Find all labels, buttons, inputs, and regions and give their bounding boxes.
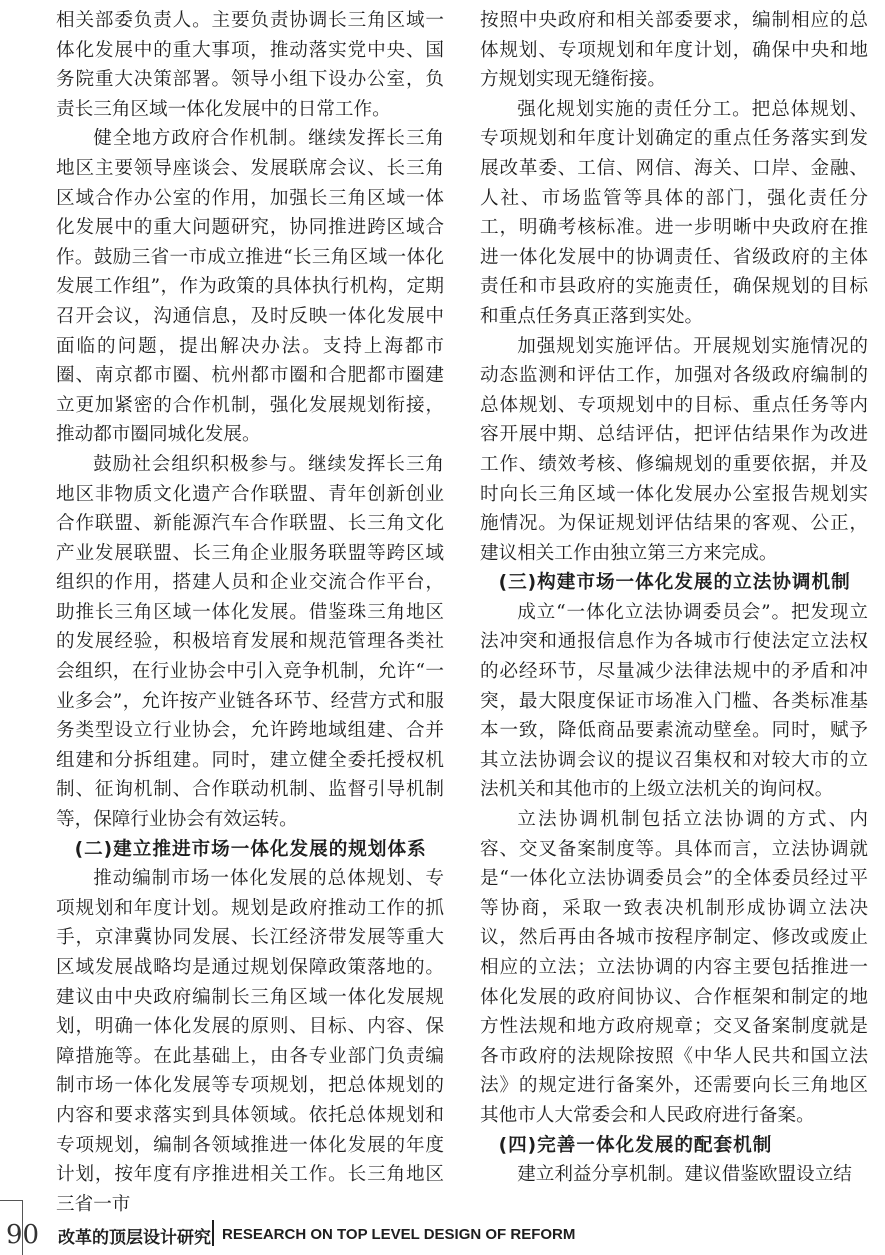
- page-number: 90: [6, 1220, 40, 1250]
- footer-rule: [0, 1200, 22, 1201]
- paragraph: 建立利益分享机制。建议借鉴欧盟设立结: [517, 1164, 852, 1186]
- paragraph: 健全地方政府合作机制。继续发挥长三角地区主要领导座谈会、发展联席会议、长三角区域合作办公室的作用，加强长三角区域一体化发展中的重大问题研究，协同推进跨区域合作。鼓励三省一市成立推进“长三角区域一体化发展工作组”，作为政策的具体执行机构，定期召开会议，沟通信息，及时反映一体化发展中面临的问题，提出解决办法。支持上海都市圈、南京都市圈、杭州都市圈和合肥都市圈建立更加紧密的合作机制，强化发展规划衔接，推动都市圈同城化发展。: [56, 128, 444, 446]
- paragraph: 推动编制市场一体化发展的总体规划、专项规划和年度计划。规划是政府推动工作的抓手，京津冀协同发展、长江经济带发展等重大区域发展战略均是通过规划保障政策落地的。建议由中央政府编制长三角区域一体化发展规划，明确一体化发展的原则、目标、内容、保障措施等。在此基础上，由各专业部门负责编制市场一体化发展等专项规划，把总体规划的内容和要求落实到具体领域。依托总体规划和专项规划，编制各领域推进一体化发展的年度计划，按年度有序推进相关工作。长三角地区三省一市: [56, 868, 444, 1215]
- right-column: [480, 6, 868, 1190]
- journal-title-cn: 改革的顶层设计研究: [58, 1228, 211, 1248]
- left-column: [56, 6, 444, 1219]
- paragraph: 成立“一体化立法协调委员会”。把发现立法冲突和通报信息作为各城市行使法定立法权的必经环节，尽量减少法律法规中的矛盾和冲突，最大限度保证市场准入门槛、各类标准基本一致，降低商品要素流动壁垒。同时，赋予其立法协调会议的提议召集权和对较大市的立法机关和其他市的上级立法机关的询问权。: [480, 601, 868, 801]
- journal-title-en: RESEARCH ON TOP LEVEL DESIGN OF REFORM: [222, 1226, 576, 1243]
- paragraph: 鼓励社会组织积极参与。继续发挥长三角地区非物质文化遗产合作联盟、青年创新创业合作联盟、新能源汽车合作联盟、长三角文化产业发展联盟、长三角企业服务联盟等跨区域组织的作用，搭建人员和企业交流合作平台，助推长三角区域一体化发展。借鉴珠三角地区的发展经验，积极培育发展和规范管理各类社会组织，在行业协会中引入竞争机制，允许“一业多会”，允许按产业链各环节、经营方式和服务类型设立行业协会，允许跨地域组建、合并组建和分拆组建。同时，建立健全委托授权机制、征询机制、合作联动机制、监督引导机制等，保障行业协会有效运转。: [56, 453, 444, 831]
- paragraph: 按照中央政府和相关部委要求，编制相应的总体规划、专项规划和年度计划，确保中央和地方规划实现无缝衔接。: [480, 10, 868, 91]
- paragraph: 强化规划实施的责任分工。把总体规划、专项规划和年度计划确定的重点任务落实到发展改革委、工信、网信、海关、口岸、金融、人社、市场监管等具体的部门，强化责任分工，明确考核标准。进一步明晰中央政府在推进一体化发展中的协调责任、省级政府的主体责任和市县政府的实施责任，确保规划的目标和重点任务真正落到实处。: [480, 98, 868, 327]
- section-heading: (二)建立推进市场一体化发展的规划体系: [74, 838, 427, 860]
- paragraph: 加强规划实施评估。开展规划实施情况的动态监测和评估工作，加强对各级政府编制的总体规划、专项规划中的目标、重点任务等内容开展中期、总结评估，把评估结果作为改进工作、绩效考核、修编规划的重要依据，并及时向长三角区域一体化发展办公室报告规划实施情况。为保证规划评估结果的客观、公正，建议相关工作由独立第三方来完成。: [480, 335, 868, 564]
- paragraph: 立法协调机制包括立法协调的方式、内容、交叉备案制度等。具体而言，立法协调就是“一体化立法协调委员会”的全体委员经过平等协商，采取一致表决机制形成协调立法决议，然后再由各城市按程序制定、修改或废止相应的立法；立法协调的内容主要包括推进一体化发展的政府间协议、合作框架和制定的地方性法规和地方政府规章；交叉备案制度就是各市政府的法规除按照《中华人民共和国立法法》的规定进行备案外，还需要向长三角地区其他市人大常委会和人民政府进行备案。: [480, 809, 868, 1126]
- paragraph: 相关部委负责人。主要负责协调长三角区域一体化发展中的重大事项，推动落实党中央、国务院重大决策部署。领导小组下设办公室，负责长三角区域一体化发展中的日常工作。: [56, 10, 444, 120]
- section-heading: (三)构建市场一体化发展的立法协调机制: [498, 572, 851, 594]
- journal-divider: [212, 1220, 214, 1246]
- section-heading: (四)完善一体化发展的配套机制: [498, 1134, 773, 1156]
